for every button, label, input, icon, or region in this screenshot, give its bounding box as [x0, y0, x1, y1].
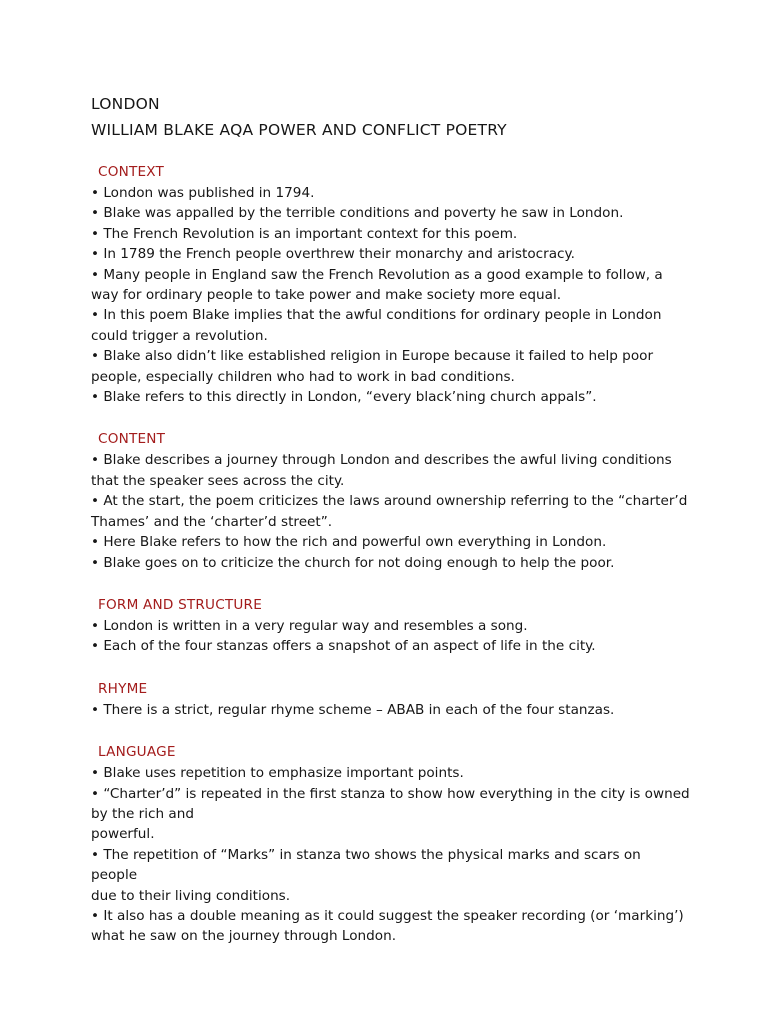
- text-line: • “Charter’d” is repeated in the first stanza to show how everything in the city is owned: [91, 785, 690, 802]
- text-line: • There is a strict, regular rhyme scheme – ABAB in each of the four stanzas.: [91, 701, 615, 718]
- text-line: • London was published in 1794.: [91, 185, 315, 201]
- text-line: way for ordinary people to take power and make society more equal.: [91, 287, 562, 304]
- text-line: • Blake refers to this directly in London, “every black’ning church appals”.: [91, 389, 597, 406]
- text-line: what he saw on the journey through London.: [91, 928, 397, 945]
- section-heading: CONTEXT: [98, 164, 165, 180]
- text-line: powerful.: [91, 826, 155, 843]
- text-line: • Each of the four stanzas offers a snapshot of an aspect of life in the city.: [91, 638, 596, 655]
- section-content: [91, 429, 691, 572]
- section-heading: CONTENT: [98, 431, 166, 448]
- text-line: due to their living conditions.: [91, 887, 291, 904]
- text-line: • In 1789 the French people overthrew their monarchy and aristocracy.: [91, 246, 575, 263]
- section-context: [91, 162, 691, 407]
- text-line: • The French Revolution is an important context for this poem.: [91, 225, 518, 242]
- text-line: • Blake also didn’t like established religion in Europe because it failed to help poor: [91, 348, 654, 365]
- section-form-and-structure: [91, 595, 691, 657]
- text-line: • Blake describes a journey through London and describes the awful living conditions: [91, 452, 672, 469]
- text-line: • At the start, the poem criticizes the laws around ownership referring to the “charter’d: [91, 493, 688, 510]
- document-subtitle: WILLIAM BLAKE AQA POWER AND CONFLICT POETRY: [91, 121, 507, 139]
- text-line: people, especially children who had to work in bad conditions.: [91, 368, 515, 385]
- section-rhyme: [91, 679, 691, 720]
- section-heading: RHYME: [98, 680, 148, 697]
- text-line: • Many people in England saw the French Revolution as a good example to follow, a: [91, 266, 663, 283]
- text-line: • In this poem Blake implies that the awful conditions for ordinary people in London: [91, 307, 662, 324]
- document-title: LONDON: [91, 95, 160, 113]
- document-page: [91, 94, 691, 947]
- section-heading: FORM AND STRUCTURE: [98, 596, 262, 613]
- text-line: by the rich and: [91, 805, 194, 822]
- sections-container: [91, 162, 691, 947]
- text-line: could trigger a revolution.: [91, 327, 268, 344]
- text-line: • Blake goes on to criticize the church for not doing enough to help the poor.: [91, 554, 615, 571]
- text-line: • The repetition of “Marks” in stanza two shows the physical marks and scars on people: [91, 846, 641, 884]
- text-line: • London is written in a very regular way and resembles a song.: [91, 617, 528, 634]
- text-line: • Blake uses repetition to emphasize important points.: [91, 765, 464, 782]
- section-heading: LANGUAGE: [98, 744, 176, 761]
- text-line: • Here Blake refers to how the rich and powerful own everything in London.: [91, 534, 607, 551]
- text-line: • Blake was appalled by the terrible conditions and poverty he saw in London.: [91, 205, 624, 222]
- text-line: that the speaker sees across the city.: [91, 472, 345, 489]
- text-line: • It also has a double meaning as it could suggest the speaker recording (or ‘marking’): [91, 907, 684, 924]
- section-language: [91, 742, 691, 947]
- text-line: Thames’ and the ‘charter’d street”.: [91, 513, 333, 530]
